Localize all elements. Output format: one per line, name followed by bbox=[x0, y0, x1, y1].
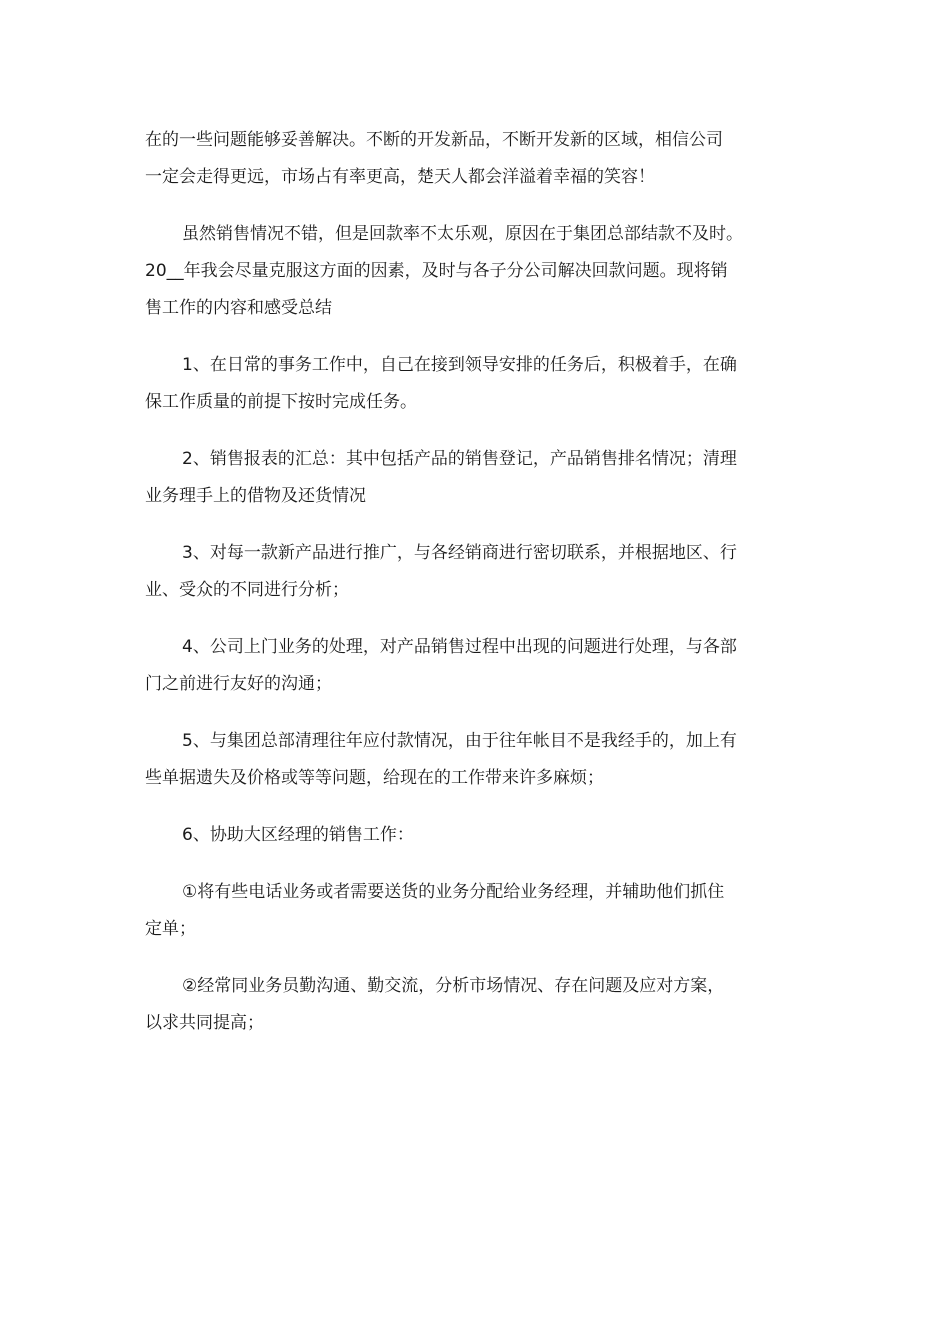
text-line: 一定会走得更远，市场占有率更高，楚天人都会洋溢着幸福的笑容！ bbox=[145, 167, 655, 187]
text-line: ②经常同业务员勤沟通、勤交流，分析市场情况、存在问题及应对方案， bbox=[182, 976, 725, 996]
list-item-5 bbox=[145, 723, 811, 797]
text-line: 在的一些问题能够妥善解决。不断的开发新品，不断开发新的区域，相信公司 bbox=[145, 130, 723, 150]
list-item-1 bbox=[145, 347, 811, 421]
text-line: 5、与集团总部清理往年应付款情况，由于往年帐目不是我经手的，加上有 bbox=[182, 731, 737, 751]
list-item-2 bbox=[145, 441, 811, 515]
list-item-4 bbox=[145, 629, 811, 703]
paragraph-sales-summary bbox=[145, 216, 811, 327]
sub-item-1 bbox=[145, 874, 811, 948]
paragraph-continuation bbox=[145, 122, 811, 196]
text-line: 6、协助大区经理的销售工作： bbox=[182, 825, 414, 845]
text-line: 售工作的内容和感受总结 bbox=[145, 298, 332, 318]
text-line: ①将有些电话业务或者需要送货的业务分配给业务经理，并辅助他们抓住 bbox=[182, 882, 725, 902]
document-body bbox=[145, 122, 811, 1062]
text-line: 4、公司上门业务的处理，对产品销售过程中出现的问题进行处理，与各部 bbox=[182, 637, 737, 657]
text-line: 些单据遗失及价格或等等问题，给现在的工作带来许多麻烦； bbox=[145, 768, 604, 788]
text-line: 业、受众的不同进行分析； bbox=[145, 580, 349, 600]
text-line: 以求共同提高； bbox=[145, 1013, 264, 1033]
text-line: 虽然销售情况不错，但是回款率不太乐观，原因在于集团总部结款不及时。 bbox=[182, 224, 743, 244]
text-line: 1、在日常的事务工作中，自己在接到领导安排的任务后，积极着手，在确 bbox=[182, 355, 737, 375]
list-item-6 bbox=[145, 817, 811, 854]
text-line: 保工作质量的前提下按时完成任务。 bbox=[145, 392, 417, 412]
sub-item-2 bbox=[145, 968, 811, 1042]
text-line: 门之前进行友好的沟通； bbox=[145, 674, 332, 694]
text-line: 20__年我会尽量克服这方面的因素，及时与各子分公司解决回款问题。现将销 bbox=[145, 261, 728, 281]
text-line: 3、对每一款新产品进行推广，与各经销商进行密切联系，并根据地区、行 bbox=[182, 543, 737, 563]
text-line: 定单； bbox=[145, 919, 196, 939]
text-line: 2、销售报表的汇总：其中包括产品的销售登记，产品销售排名情况；清理 bbox=[182, 449, 737, 469]
list-item-3 bbox=[145, 535, 811, 609]
text-line: 业务理手上的借物及还货情况 bbox=[145, 486, 366, 506]
